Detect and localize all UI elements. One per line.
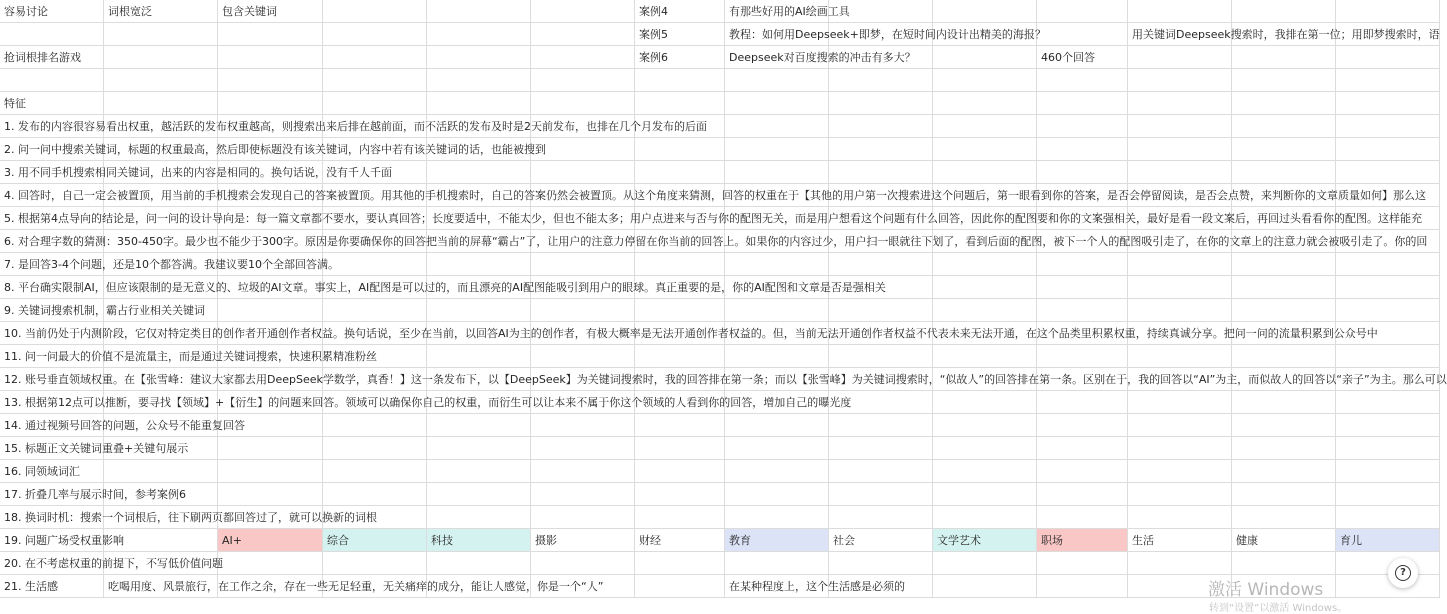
sheet-row — [0, 460, 1440, 483]
sheet-row — [0, 184, 1440, 207]
cell-text: 教程：如何用Deepseek+即梦，在短时间内设计出精美的海报？ — [729, 28, 1046, 41]
cell-text: 14. 通过视频号回答的问题，公众号不能重复回答 — [4, 419, 245, 432]
sheet-row — [0, 414, 1440, 437]
cell-text: 健康 — [1236, 534, 1258, 547]
sheet-row — [0, 253, 1440, 276]
grid-cell[interactable] — [427, 23, 531, 46]
grid-cell[interactable] — [531, 23, 635, 46]
sheet-row — [0, 69, 1440, 92]
grid-cell[interactable] — [104, 23, 218, 46]
sheet-row — [0, 92, 1440, 115]
cell-text: 案例5 — [639, 28, 668, 41]
cell-text: 9. 关键词搜索机制，霸占行业相关关键词 — [4, 304, 205, 317]
cell-text: 文学艺术 — [937, 534, 981, 547]
cell-text: 职场 — [1041, 534, 1063, 547]
grid-cell[interactable] — [829, 69, 933, 92]
cell-text: 社会 — [833, 534, 855, 547]
cell-text: 8. 平台确实限制AI，但应该限制的是无意义的、垃圾的AI文章。事实上，AI配图是可以过的，而且漂亮的AI配图能吸引到用户的眼球。真正重要的是，你的AI配图和文章是否是强相关 — [4, 281, 886, 294]
cell-text: 18. 换词时机：搜索一个词根后，往下刷两页都回答过了，就可以换新的词根 — [4, 511, 377, 524]
cell-text: 吃喝用度、风景旅行，在工作之余，存在一些无足轻重，无关痛痒的成分，能让人感觉，你是一个“人” — [108, 580, 604, 593]
cell-text: 科技 — [431, 534, 453, 547]
sheet-row — [0, 276, 1440, 299]
cell-text: 案例4 — [639, 5, 668, 18]
cell-text: 育儿 — [1340, 534, 1362, 547]
cell-text: 17. 折叠几率与展示时间，参考案例6 — [4, 488, 186, 501]
cell-text: 1. 发布的内容很容易看出权重，越活跃的发布权重越高，则搜索出来后排在越前面，而不活跃的发布及时是2天前发布，也排在几个月发布的后面 — [4, 120, 707, 133]
cell-text: 5. 根据第4点导向的结论是，问一问的设计导向是：每一篇文章都不要水，要认真回答；长度要适中，不能太少，但也不能太多；用户点进来与否与你的配图无关，而是用户想看这个问题有什么回答，因此你的配图要和你的文案强相关，最好是看一段文案后，再回过头看看你的配图。这样能充 — [4, 212, 1422, 225]
sheet-row — [0, 552, 1440, 575]
cell-text: 财经 — [639, 534, 661, 547]
sheet-row — [0, 322, 1440, 345]
cell-text: 16. 同领域词汇 — [4, 465, 80, 478]
cell-text: 2. 问一问中搜索关键词，标题的权重最高，然后即使标题没有该关键词，内容中若有该关键词的话，也能被搜到 — [4, 143, 546, 156]
grid-cell[interactable] — [0, 23, 104, 46]
cell-text: 案例6 — [639, 51, 668, 64]
sheet-row — [0, 138, 1440, 161]
grid-cell[interactable] — [1037, 69, 1128, 92]
cell-text: 摄影 — [535, 534, 557, 547]
sheet-row — [0, 391, 1440, 414]
cell-text: AI+ — [222, 534, 242, 547]
sheet-row — [0, 437, 1440, 460]
grid-cell[interactable] — [104, 69, 218, 92]
grid-cell[interactable] — [218, 69, 323, 92]
cell-text: 4. 回答时，自己一定会被置顶，用当前的手机搜索会发现自己的答案被置顶。用其他的手机搜索时，自己的答案仍然会被置顶。从这个角度来猜测，回答的权重在于【其他的用户第一次搜索进这个问题后，第一眼看到你的答案，是否会停留阅读，是否会点赞，来判断你的文章质量如何】那么这 — [4, 189, 1426, 202]
grid-cell[interactable] — [323, 23, 427, 46]
grid-cell[interactable] — [933, 69, 1037, 92]
sheet-row — [0, 506, 1440, 529]
grid-cell[interactable] — [323, 69, 427, 92]
cell-text: 10. 当前仍处于内测阶段，它仅对特定类目的创作者开通创作者权益。换句话说，至少在当前，以回答AI为主的创作者，有极大概率是无法开通创作者权益的。但，当前无法开通创作者权益不代表未来无法开通，在这个品类里积累权重，持续真诚分享。把问一问的流量积累到公众号中 — [4, 327, 1378, 340]
grid-cell[interactable] — [725, 69, 829, 92]
cell-text: 容易讨论 — [4, 5, 48, 18]
sheet-row — [0, 368, 1447, 391]
watermark-title: 激活 Windows — [1208, 580, 1324, 600]
grid-cell[interactable] — [531, 69, 635, 92]
cell-text: 15. 标题正文关键词重叠+关键句展示 — [4, 442, 189, 455]
sheet-row — [0, 483, 1440, 506]
cell-text: Deepseek对百度搜索的冲击有多大？ — [729, 51, 916, 64]
sheet-row — [0, 345, 1440, 368]
cell-text: 19. 问题广场受权重影响 — [4, 534, 124, 547]
grid-cell[interactable] — [0, 69, 104, 92]
cell-text: 7. 是回答3-4个问题，还是10个都答满。我建议要10个全部回答满。 — [4, 258, 339, 271]
grid-cell[interactable] — [1232, 69, 1336, 92]
sheet-row — [0, 0, 1440, 23]
sheet-row — [0, 529, 1440, 552]
cell-text: 用关键词Deepseek搜索时，我排在第一位；用即梦搜索时，语 — [1132, 28, 1440, 41]
sheet-row — [0, 115, 1440, 138]
sheet-row — [0, 46, 1440, 69]
sheet-row — [0, 299, 1440, 322]
grid-cell[interactable] — [218, 23, 323, 46]
question-circle-icon: ? — [1395, 565, 1411, 581]
cell-text: 6. 对合理字数的猜测：350-450字。最少也不能少于300字。原因是你要确保你的回答把当前的屏幕“霸占”了，让用户的注意力停留在你当前的回答上。如果你的内容过少，用户扫一眼就往下划了，看到后面的配图，被下一个人的配图吸引走了，在你的文章上的注意力就会被吸引走了。你的回 — [4, 235, 1428, 248]
grid-cell[interactable] — [1128, 69, 1232, 92]
sheet-row — [0, 207, 1440, 230]
cell-text: 特征 — [4, 97, 26, 110]
watermark-subtitle: 转到“设置”以激活 Windows。 — [1209, 603, 1348, 614]
cell-text: 11. 问一问最大的价值不是流量主，而是通过关键词搜索，快速积累精准粉丝 — [4, 350, 377, 363]
cell-text: 460个回答 — [1041, 51, 1095, 64]
grid-cell[interactable] — [427, 69, 531, 92]
sheet-row — [0, 161, 1440, 184]
cell-text: 21. 生活感 — [4, 580, 58, 593]
cell-text: 有那些好用的AI绘画工具 — [729, 5, 850, 18]
cell-text: 13. 根据第12点可以推断，要寻找【领域】+【衍生】的问题来回答。领域可以确保你自己的权重，而衍生可以让本来不属于你这个领域的人看到你的回答，增加自己的曝光度 — [4, 396, 852, 409]
cell-text: 3. 用不同手机搜索相同关键词，出来的内容是相同的。换句话说，没有千人千面 — [4, 166, 392, 179]
cell-text: 在某种程度上，这个生活感是必须的 — [729, 580, 905, 593]
cell-text: 12. 账号垂直领域权重。在【张雪峰：建议大家都去用DeepSeek学数学，真香！】这一条发布下，以【DeepSeek】为关键词搜索时，我的回答排在第一条；而以【张雪峰】为关键词搜索时，“似故人”的回答排在第一条。区别在于，我的回答以“AI”为主，而似故人的回答以“亲子”为主。那么可以 — [4, 373, 1447, 386]
cell-text: 综合 — [327, 534, 349, 547]
sheet-row — [0, 230, 1440, 253]
activate-windows-watermark — [1208, 575, 1440, 614]
cell-text: 包含关键词 — [222, 5, 277, 18]
grid-cell[interactable] — [1336, 69, 1440, 92]
cell-text: 教育 — [729, 534, 751, 547]
cell-text: 20. 在不考虑权重的前提下，不写低价值问题 — [4, 557, 223, 570]
sheet-row — [0, 23, 1440, 46]
cell-text: 抢词根排名游戏 — [4, 51, 81, 64]
cell-text: 生活 — [1132, 534, 1154, 547]
grid-cell[interactable] — [635, 69, 725, 92]
cell-text: 词根宽泛 — [108, 5, 152, 18]
